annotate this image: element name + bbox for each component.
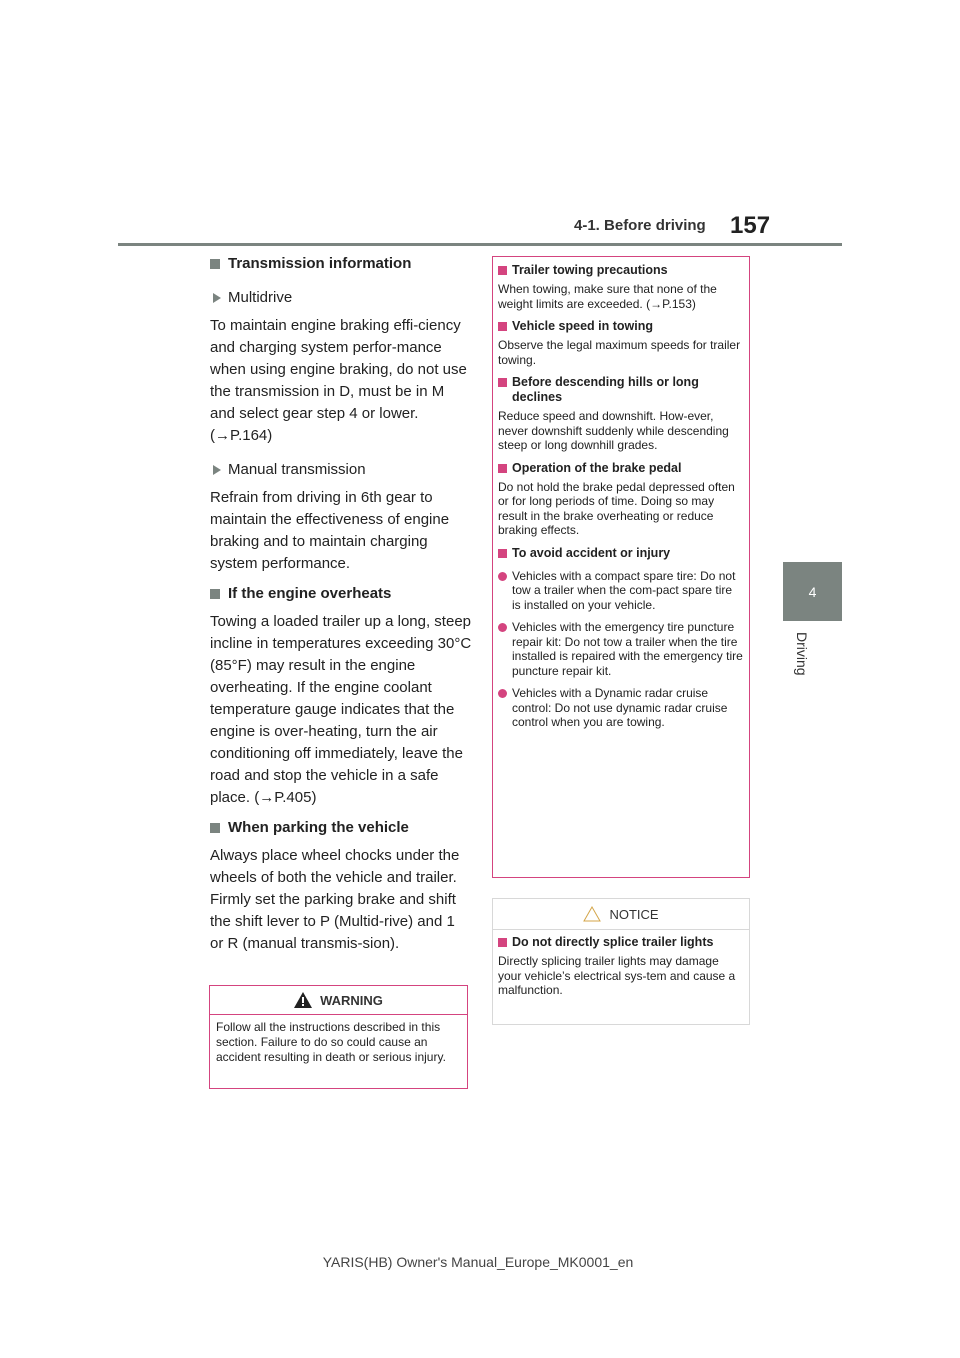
chapter-label: Driving: [794, 632, 810, 676]
caution-list-item: Vehicles with a compact spare tire: Do not tow a trailer when the com-pact spare tire is installed on your vehicle.: [498, 569, 744, 613]
body-paragraph: Always place wheel chocks under the wheels of both the vehicle and trailer. Firmly set the parking brake and shift the shift lever to P (Multid-rive) and 1 or R (manual transmis-sion).: [210, 847, 460, 952]
dot-bullet-icon: [498, 572, 507, 581]
section-heading: Transmission information: [210, 253, 472, 275]
warning-box: [209, 985, 468, 1089]
sub-heading: Multidrive: [210, 287, 472, 309]
square-bullet-icon: [498, 464, 507, 473]
square-bullet-icon: [498, 549, 507, 558]
square-bullet-icon: [498, 322, 507, 331]
body-paragraph: To maintain engine braking effi-ciency and charging system perfor-mance when using engine braking, do not use the transmission in D, must be in M and select gear step 4 or lower. (→P.164): [210, 317, 467, 444]
warning-body: Follow all the instructions described in this section. Failure to do so could cause an accident resulting in death or serious injury.: [216, 1020, 446, 1064]
triangle-bullet-icon: [213, 293, 221, 303]
notice-body: [493, 930, 749, 1003]
notice-box: [492, 898, 750, 1025]
square-bullet-icon: [498, 378, 507, 387]
square-bullet-icon: [210, 823, 220, 833]
caution-box: [492, 256, 750, 878]
warning-triangle-icon: [294, 992, 312, 1008]
page-number: 157: [730, 212, 771, 239]
warning-title: WARNING: [320, 992, 383, 1008]
caution-text: Reduce speed and downshift. How-ever, never downshift suddenly while descending steep or long downhill grades.: [498, 409, 729, 452]
warning-header: [210, 986, 467, 1014]
square-bullet-icon: [210, 589, 220, 599]
triangle-bullet-icon: [213, 465, 221, 475]
notice-title: NOTICE: [609, 906, 659, 922]
header-divider: [118, 243, 842, 246]
section-heading: If the engine overheats: [210, 583, 472, 605]
main-column: [210, 253, 472, 955]
caution-heading: Operation of the brake pedal: [498, 461, 744, 476]
caution-heading: Before descending hills or long declines: [498, 375, 744, 405]
body-paragraph: Towing a loaded trailer up a long, steep incline in temperatures exceeding 30°C (85°F) may result in the engine overheating. If the engine coolant temperature gauge indicates that the engine is over-heating, turn the air conditioning off immediately, leave the road and stop the vehicle in a safe place. (→P.405): [210, 613, 472, 806]
caution-heading: Vehicle speed in towing: [498, 319, 744, 334]
body-paragraph: Refrain from driving in 6th gear to maintain the effectiveness of engine braking and to maintain charging system performance.: [210, 489, 450, 572]
caution-text: Do not hold the brake pedal depressed often or for long periods of time. Doing so may result in the brake overheating or reduce braking effects.: [498, 479, 735, 537]
chapter-tab[interactable]: [783, 562, 842, 621]
notice-header: [493, 899, 749, 929]
square-bullet-icon: [498, 938, 507, 947]
square-bullet-icon: [210, 259, 220, 269]
dot-bullet-icon: [498, 623, 507, 632]
notice-triangle-icon: [583, 906, 601, 922]
notice-text: Directly splicing trailer lights may damage your vehicle’s electrical sys-tem and cause a malfunction.: [498, 954, 736, 997]
sub-heading: Manual transmission: [210, 459, 472, 481]
caution-text: Observe the legal maximum speeds for trailer towing.: [498, 338, 741, 367]
square-bullet-icon: [498, 266, 507, 275]
footer-text: YARIS(HB) Owner's Manual_Europe_MK0001_en: [322, 1254, 634, 1270]
chapter-side-label: [788, 632, 828, 692]
section-title: 4-1. Before driving: [574, 217, 706, 234]
caution-heading: Trailer towing precautions: [498, 263, 744, 278]
caution-list-item: Vehicles with the emergency tire puncture repair kit: Do not tow a trailer when the tire installed is repaired with the emergency tire puncture repair kit.: [498, 620, 744, 678]
caution-text: When towing, make sure that none of the weight limits are exceeded. (→P.153): [498, 282, 717, 311]
footer: [0, 1254, 960, 1270]
caution-heading: To avoid accident or injury: [498, 546, 744, 561]
notice-heading: Do not directly splice trailer lights: [498, 935, 744, 950]
chapter-number: 4: [808, 583, 817, 600]
caution-list-item: Vehicles with a Dynamic radar cruise control: Do not use dynamic radar cruise control when you are towing.: [498, 686, 744, 730]
dot-bullet-icon: [498, 689, 507, 698]
section-heading: When parking the vehicle: [210, 817, 472, 839]
